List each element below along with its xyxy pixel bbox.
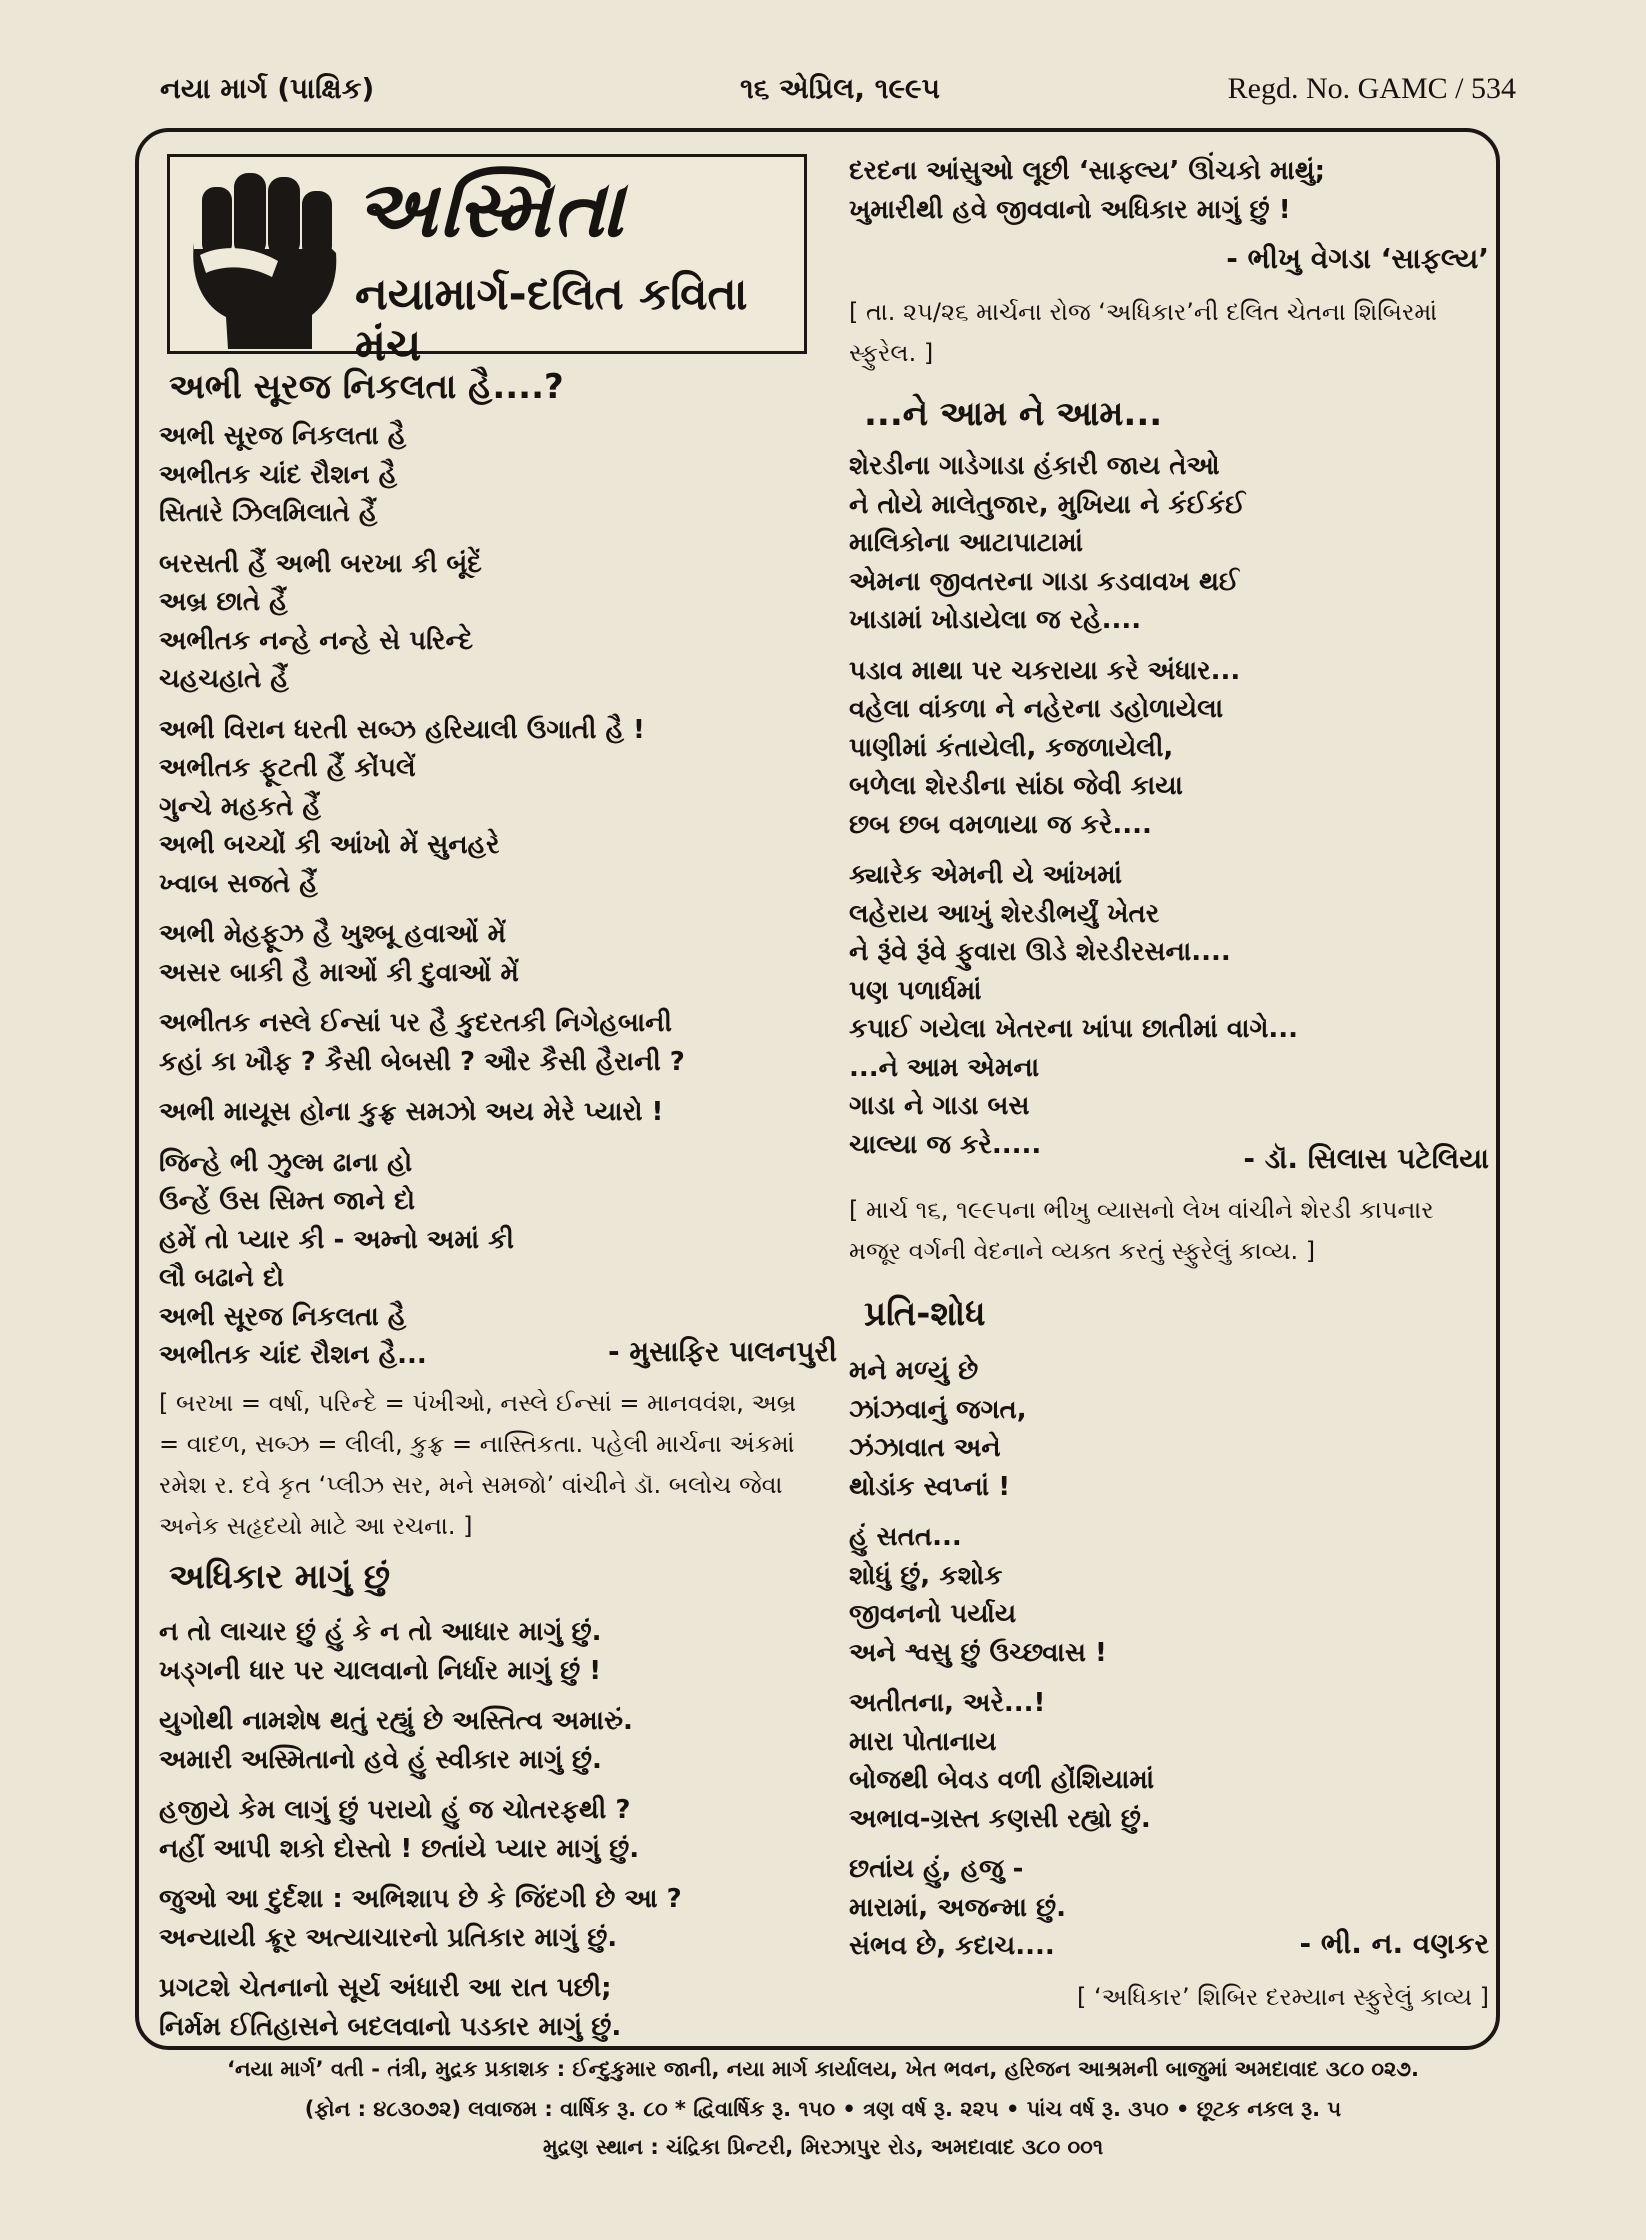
poem-line: અભી સૂરજ નિકલતા હૈ xyxy=(159,421,407,451)
poem-line: ને રૂંવે રૂંવે ફુવારા ઊડે શેરડીરસના.... xyxy=(849,937,1231,967)
poem1-title: અભી સૂરજ નિકલતા હૈ....? xyxy=(169,367,564,407)
poem-line: અભી સૂરજ નિકલતા હૈ xyxy=(159,1301,407,1332)
poem-line: હું સતત... xyxy=(849,1522,962,1552)
poem-line: અન્યાયી ક્રૂર અત્યાચારનો પ્રતિકાર માગું છું. xyxy=(159,1922,618,1953)
poem-line: જીવનનો પર્યાય xyxy=(849,1599,1017,1629)
issue-date: ૧૬ એપ્રિલ, ૧૯૯૫ xyxy=(740,72,941,105)
poem-line: જુઓ આ દુર્દશા : અભિશાપ છે કે જિંદગી છે આ ? xyxy=(159,1884,682,1914)
poem-line: અભીતક ચાંદ રૌશન હૈ xyxy=(159,459,398,490)
registration-number: Regd. No. GAMC / 534 xyxy=(1227,72,1516,105)
poem-line: લહેરાય આખું શેરડીભર્યું ખેતર xyxy=(849,898,1160,929)
poem-line: કહાં કા ખૌફ ? કૈસી બેબસી ? ઔર કૈસી હૈરાની ? xyxy=(159,1046,685,1077)
poem-line: સિતારે ઝિલમિલાતે હૈં xyxy=(159,498,378,528)
poem-line: ચાલ્યા જ કરે..... xyxy=(849,1129,1042,1160)
poem-line: જિન્હે ભી ઝુલ્મ ઢાના હો xyxy=(159,1147,413,1178)
poem-line: અભી બચ્ચોં કી આંખો મેં સુનહરે xyxy=(159,830,500,860)
poem-line: અભાવ-ગ્રસ્ત કણસી રહ્યો છું. xyxy=(849,1803,1151,1834)
footer-publisher: ‘નયા માર્ગ’ વતી - તંત્રી, મુદ્રક પ્રકાશક : ઈન્દુકુમાર જાની, નયા માર્ગ કાર્યાલય, ખેત ભવન, હરિજન આશ્રમની બાજુમાં અમદાવાદ ૩૮૦ ૦૨૭. xyxy=(227,2057,1419,2081)
poem1-body xyxy=(159,417,685,1375)
poem2-body xyxy=(159,1613,682,2046)
poem-line: ને તોયે માલેતુજાર, મુખિયા ને કંઈકંઈ xyxy=(849,489,1246,520)
content-frame xyxy=(135,128,1500,2050)
poem4-note: [ ‘અધિકાર’ શિબિર દરમ્યાન સ્ફુરેલું કાવ્ય ] xyxy=(1077,1983,1489,2011)
raised-fist-icon xyxy=(180,165,350,350)
logo-subtitle: નયામાર્ગ-દલિત કવિતા મંચ xyxy=(355,269,748,371)
poem-line: મારામાં, અજન્મા છું. xyxy=(849,1892,1066,1923)
poem2-continuation xyxy=(849,152,1325,229)
poem-line: અભીતક ચાંદ રૌશન હૈ... xyxy=(159,1340,427,1370)
poem-line: અભી માયૂસ હોના કુફ્ર સમઝો અય મેરે પ્યારો ! xyxy=(159,1097,664,1127)
poem-line: માલિકોના આટાપાટામાં xyxy=(849,528,1083,558)
page-header xyxy=(160,72,1516,122)
poem-line: નહીં આપી શકો દોસ્તો ! છતાંયે પ્યાર માગું છું. xyxy=(159,1833,640,1864)
poem2-title: અધિકાર માગું છું xyxy=(169,1557,390,1597)
poem4-author: - ભી. ન. વણકર xyxy=(1299,1927,1489,1960)
poem-line: અભીતક નસ્લે ઈન્સાં પર હૈ કુદરતકી નિગેહબાની xyxy=(159,1008,672,1038)
poem-line: થોડાંક સ્વપ્નાં ! xyxy=(849,1471,1011,1502)
poem4-body xyxy=(849,1352,1154,1966)
poem-line: ન તો લાચાર છું હું કે ન તો આધાર માગું છું. xyxy=(159,1617,602,1647)
logo-title: અસ્મિતા xyxy=(355,165,626,255)
poem-line: ક્યારેક એમની યે આંખમાં xyxy=(849,860,1122,890)
poem-line: ગાડા ને ગાડા બસ xyxy=(849,1091,1030,1121)
poem-line: અમારી અસ્મિતાનો હવે હું સ્વીકાર માગું છું. xyxy=(159,1744,602,1775)
asmita-logo xyxy=(167,154,807,371)
poem-line: બોજથી બેવડ વળી હોંશિયામાં xyxy=(849,1765,1155,1795)
poem2-author: - ભીખુ વેગડા ‘સાફલ્ય’ xyxy=(1226,242,1489,275)
poem-line: બળેલા શેરડીના સાંઠા જેવી કાયા xyxy=(849,771,1183,801)
poem-line: વહેલા વાંકળા ને નહેરના ડહોળાયેલા xyxy=(849,694,1224,724)
poem-line: હમેં તો પ્યાર કી - અમ્નો અમાં કી xyxy=(159,1224,514,1255)
poem-line: ...ને આમ એમના xyxy=(849,1052,1040,1083)
poem-line: ગુન્ચે મહકતે હૈં xyxy=(159,791,321,822)
poem-line: બરસતી હૈં અભી બરખા કી બૂંદેં xyxy=(159,548,482,579)
poem-line: ઉન્હેં ઉસ સિમ્ત જાને દો xyxy=(159,1186,415,1216)
poem-line: હજીયે કેમ લાગું છું પરાયો હું જ ચોતરફથી ? xyxy=(159,1795,631,1825)
poem-line: કપાઈ ગયેલા ખેતરના ખાંપા છાતીમાં વાગે... xyxy=(849,1014,1299,1044)
poem-line: અતીતના, અરે...! xyxy=(849,1688,1046,1718)
poem3-body xyxy=(849,447,1298,1164)
poem1-author: - મુસાફિર પાલનપુરી xyxy=(608,1335,837,1368)
poem-line: ચહચહાતે હૈં xyxy=(159,664,289,694)
poem-line: ખ્વાબ સજતે હૈં xyxy=(159,868,318,899)
poem-line: દરદના આંસુઓ લૂછી ‘સાફલ્ય’ ઊંચકો માથું; xyxy=(849,156,1326,186)
poem-line: અસર બાકી હૈ માઓં કી દુવાઓં મેં xyxy=(159,957,519,988)
poem-line: ખડ્ગની ધાર પર ચાલવાનો નિર્ધાર માગું છું ! xyxy=(159,1655,602,1686)
poem3-title: ...ને આમ ને આમ... xyxy=(864,394,1163,434)
footer-subscription: (ફોન : ૪૮૩૦૭૨) લવાજમ : વાર્ષિક રૂ. ૮૦ * દ્વિવાર્ષિક રૂ. ૧૫૦ • ત્રણ વર્ષ રૂ. ૨૨૫ • પાંચ વર્ષ રૂ. ૩૫૦ • છૂટક નકલ રૂ. ૫ xyxy=(304,2097,1342,2121)
poem2-note: [ તા. ૨૫/૨૬ માર્ચના રોજ ‘અધિકાર’ની દલિત ચેતના શિબિરમાં સ્ફુરેલ. ] xyxy=(849,298,1438,367)
poem4-title: પ્રતિ-શોધ xyxy=(864,1294,986,1334)
poem1-note: [ બરખા = વર્ષા, પરિન્દે = પંખીઓ, નસ્લે ઈન્સાં = માનવવંશ, અબ્ર = વાદળ, સબ્ઝ = લીલી, કુફ્ર = નાસ્તિકતા. પહેલી માર્ચના અંકમાં રમેશ ર. દવે કૃત ‘પ્લીઝ સર, મને સમજો’ વાંચીને ડૉ. બલોચ જેવા અનેક સહૃદયો માટે આ રચના. ] xyxy=(159,1389,797,1540)
publication-name: નયા માર્ગ (પાક્ષિક) xyxy=(160,72,375,105)
poem-line: ઝાંઝવાનું જગત, xyxy=(849,1394,1027,1425)
poem-line: છતાંય હું, હજુ - xyxy=(849,1854,1024,1884)
poem-line: સંભવ છે, કદાચ.... xyxy=(849,1931,1055,1961)
poem3-author: - ડૉ. સિલાસ પટેલિયા xyxy=(1243,1142,1489,1175)
poem-line: ખુમારીથી હવે જીવવાનો અધિકાર માગું છું ! xyxy=(849,194,1291,225)
poem-line: ખાડામાં ખોડાયેલા જ રહે.... xyxy=(849,605,1142,635)
poem-line: યુગોથી નામશેષ થતું રહ્યું છે અસ્તિત્વ અમારું. xyxy=(159,1706,633,1736)
poem-line: મારા પોતાનાય xyxy=(849,1726,997,1757)
poem-line: શેરડીના ગાડેગાડા હંકારી જાય તેઓ xyxy=(849,451,1220,481)
poem-line: અને શ્વસુ છું ઉચ્છ્વાસ ! xyxy=(849,1637,1107,1668)
poem-line: પડાવ માથા પર ચકરાયા કરે અંધાર... xyxy=(849,655,1241,686)
poem-line: અબ્ર છાતે હૈં xyxy=(159,587,288,617)
poem-line: પ્રગટશે ચેતનાનો સૂર્ય અંધારી આ રાત પછી; xyxy=(159,1973,612,2003)
poem-line: મને મળ્યું છે xyxy=(849,1356,979,1386)
poem-line: લૌ બઢાને દો xyxy=(159,1263,285,1293)
poem-line: અભીતક ફૂટતી હૈં કોંપલેં xyxy=(159,753,416,783)
poem-line: ઝંઝાવાત અને xyxy=(849,1433,1001,1463)
poem-line: પાણીમાં કંતાયેલી, કજળાયેલી, xyxy=(849,732,1174,763)
poem3-note: [ માર્ચ ૧૬, ૧૯૯૫ના ભીખુ વ્યાસનો લેખ વાંચીને શેરડી કાપનાર મજૂર વર્ગની વેદનાને વ્યક્ત કરતું સ્ફુરેલું કાવ્ય. ] xyxy=(849,1196,1434,1265)
poem-line: શોધું છું, કશોક xyxy=(849,1560,1003,1591)
poem-line: અભી મેહફૂઝ હૈ ખુશ્બૂ હવાઓં મેં xyxy=(159,919,507,949)
poem-line: અભી વિરાન ધરતી સબ્ઝ હરિયાલી ઉગાતી હૈ ! xyxy=(159,714,645,745)
poem-line: અભીતક નન્હે નન્હે સે પરિન્દે xyxy=(159,625,474,656)
poem-line: નિર્મમ ઈતિહાસને બદલવાનો પડકાર માગું છું. xyxy=(159,2011,622,2042)
poem-line: એમના જીવતરના ગાડા કડવાવખ થઈ xyxy=(849,566,1239,597)
footer-printer: મુદ્રણ સ્થાન : ચંદ્રિકા પ્રિન્ટરી, મિરઝાપુર રોડ, અમદાવાદ ૩૮૦ ૦૦૧ xyxy=(542,2135,1104,2159)
poem-line: પણ પળાર્ધમાં xyxy=(849,975,982,1006)
poem-line: છબ છબ વમળાયા જ કરે.... xyxy=(849,809,1152,840)
